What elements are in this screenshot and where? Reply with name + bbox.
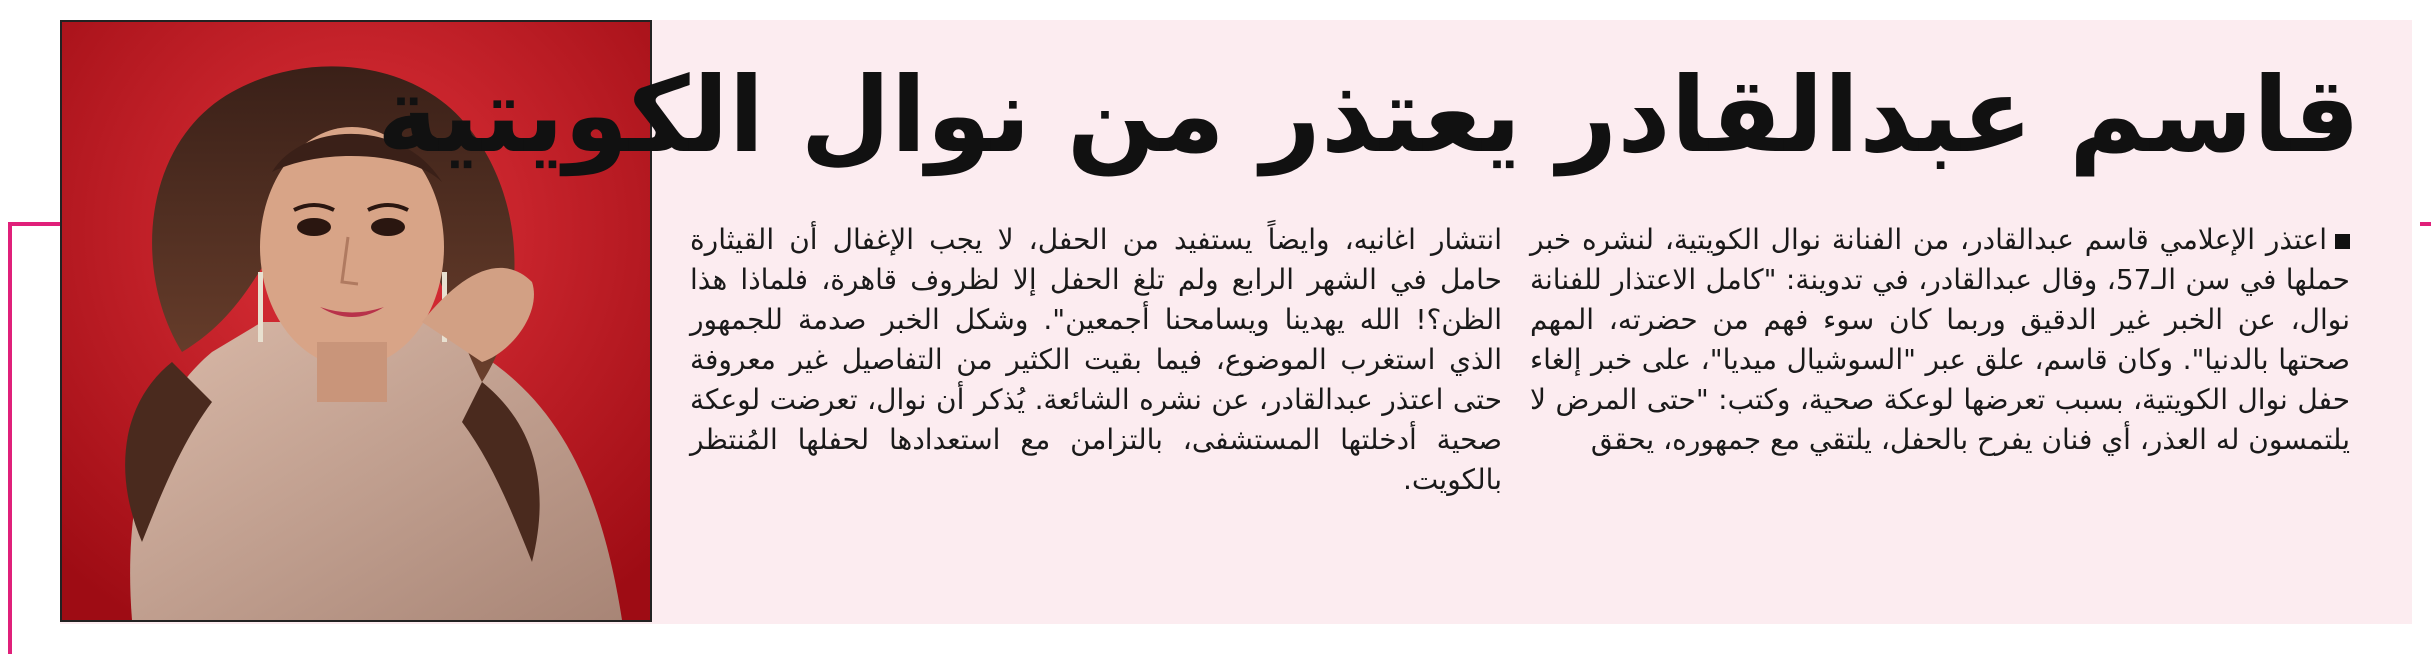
bullet-square-icon — [2335, 234, 2350, 249]
accent-rule-right — [2420, 222, 2431, 226]
article-column-right — [1530, 220, 2350, 600]
article-text-left: انتشار اغانيه، وايضاً يستفيد من الحفل، لا يجب الإغفال أن القيثارة حامل في الشهر الرابع ولم تلغ الحفل إلا لظروف قاهرة، فلماذا هذا الظن؟! الله يهدينا ويسامحنا أجمعين". وشكل الخبر صدمة للجمهور الذي استغرب الموضوع، فيما بقيت الكثير من التفاصيل غير معروفة حتى اعتذر عبدالقادر، عن نشره الشائعة. يُذكر أن نوال، تعرضت لوعكة صحية أدخلتها المستشفى، بالتزامن مع استعدادها لحفلها المُنتظر بالكويت. — [690, 223, 1502, 496]
article-column-left — [690, 220, 1502, 600]
accent-rule-left-horizontal — [8, 222, 60, 226]
article-headline: قاسم عبدالقادر يعتذر من نوال الكويتية — [376, 54, 2360, 176]
article-text-right: اعتذر الإعلامي قاسم عبدالقادر، من الفنانة نوال الكويتية، لنشره خبر حملها في سن الـ57، وقال عبدالقادر، في تدوينة: "كامل الاعتذار للفنانة نوال، عن الخبر غير الدقيق وربما كان سوء فهم من حضرته، المهم صحتها بالدنيا". وكان قاسم، علق عبر "السوشيال ميديا"، على خبر إلغاء حفل نوال الكويتية، بسبب تعرضها لوعكة صحية، وكتب: "حتى المرض لا يلتمسون له العذر، أي فنان يفرح بالحفل، يلتقي مع جمهوره، يحقق — [1530, 223, 2350, 456]
accent-rule-left-vertical — [8, 222, 12, 654]
